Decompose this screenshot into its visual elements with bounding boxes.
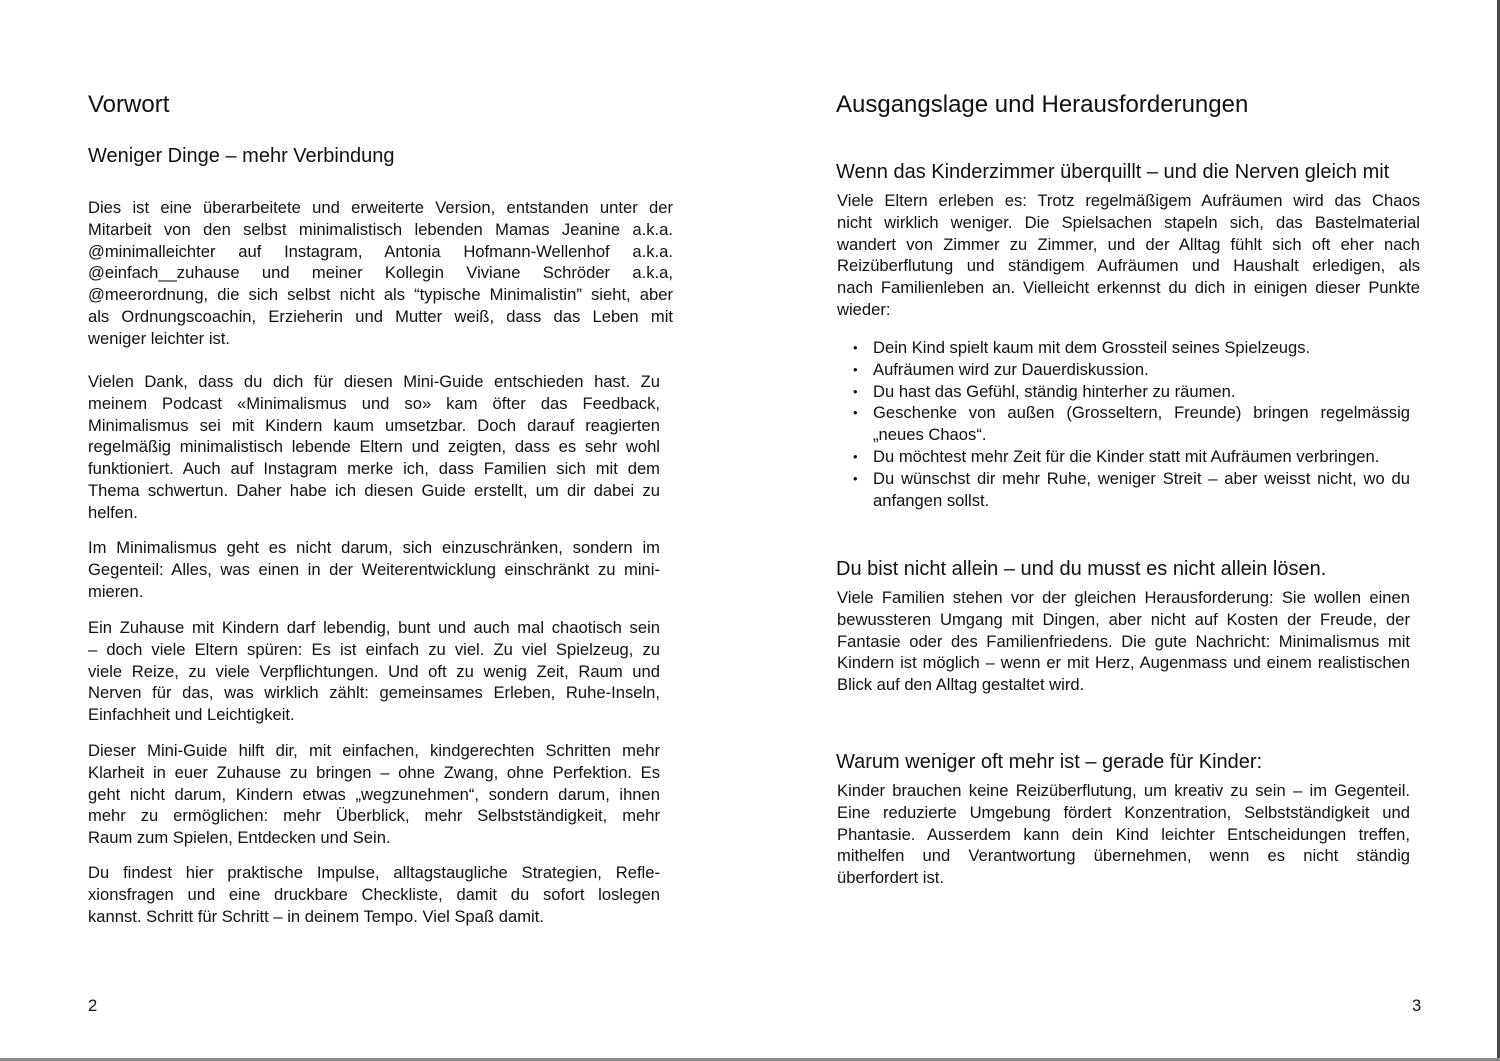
bullet-icon: • (853, 405, 858, 421)
text-line: wandert von Zimmer zu Zimmer, und der Alltag fühlt sich oft eher nach (837, 234, 1420, 254)
text-line: nicht wirklich weniger. Die Spielsachen stapeln sich, das Bastelmaterial (837, 212, 1420, 232)
text-line: Kinder brauchen keine Reizüberflutung, um kreativ zu sein – im Gegenteil. (837, 781, 1410, 800)
text-line: Minimalismus sei mit Kindern kaum umsetzbar. Doch darauf reagierten (88, 415, 660, 435)
text-line: meinem Podcast «Minimalismus und so» kam öfter das Feedback, (88, 393, 660, 413)
bullet-item (837, 446, 1410, 468)
bullet-list (837, 337, 1410, 511)
bullet-text: Geschenke von außen (Grosseltern, Freunde) bringen regelmässig (873, 403, 1410, 423)
text-line: Vielen Dank, dass du dich für diesen Mini-Guide entschieden hast. Zu (88, 372, 660, 391)
section-heading: Warum weniger oft mehr ist – gerade für Kinder: (836, 751, 1263, 773)
text-line: Ein Zuhause mit Kindern darf lebendig, bunt und auch mal chaotisch sein (88, 618, 660, 637)
paragraph (837, 780, 1410, 889)
text-line: @meerordnung, die sich selbst nicht als “typische Minimalistin” sieht, aber (88, 285, 673, 305)
page-number: 3 (1412, 996, 1422, 1015)
text-line: Nerven für das, was wirklich zählt: gemeinsames Erleben, Ruhe-Inseln, (88, 683, 660, 703)
bullet-icon: • (853, 340, 858, 355)
text-line: viele Reize, zu viele Verpflichtungen. Und oft zu wenig Zeit, Raum und (88, 661, 660, 681)
text-line: Dieser Mini-Guide hilft dir, mit einfachen, kindgerechten Schritten mehr (88, 741, 660, 760)
paragraph (837, 190, 1420, 321)
text-line: mithelfen und Verantwortung übernehmen, wenn es nicht ständig (837, 846, 1410, 866)
bullet-item (837, 337, 1410, 359)
text-line: Dies ist eine überarbeitete und erweiterte Version, entstanden unter der (88, 198, 673, 217)
paragraph (88, 862, 660, 927)
bullet-icon: • (853, 361, 858, 377)
text-line: Viele Familien stehen vor der gleichen Herausforderung: Sie wollen einen (837, 588, 1410, 607)
bullet-text: Du hast das Gefühl, ständig hinterher zu räumen. (873, 381, 1236, 401)
text-line: Reizüberflutung und ständigem Aufräumen und Haushalt erledigen, als (837, 256, 1420, 276)
bullet-icon: • (853, 448, 858, 464)
text-line: Klarheit in euer Zuhause zu bringen – ohne Zwang, ohne Perfektion. Es (88, 762, 660, 782)
text-line: regelmäßig minimalistisch lebende Eltern und zeigten, dass es sehr wohl (88, 437, 660, 457)
text-line: helfen. (88, 502, 138, 522)
text-line: Viele Eltern erleben es: Trotz regelmäßigem Aufräumen wird das Chaos (837, 191, 1420, 210)
bullet-text: Aufräumen wird zur Dauerdiskussion. (873, 359, 1149, 379)
bullet-text: Du möchtest mehr Zeit für die Kinder statt mit Aufräumen verbringen. (873, 446, 1380, 466)
text-line: kannst. Schritt für Schritt – in deinem Tempo. Viel Spaß damit. (88, 906, 544, 926)
section-heading: Du bist nicht allein – und du musst es nicht allein lösen. (836, 558, 1327, 580)
bullet-text: „neues Chaos“. (873, 425, 987, 445)
text-line: Eine reduzierte Umgebung fördert Konzentration, Selbstständigkeit und (837, 802, 1410, 822)
page-subtitle: Weniger Dinge – mehr Verbindung (88, 145, 395, 167)
text-line: Fantasie oder des Familienfriedens. Die gute Nachricht: Minimalismus mit (837, 631, 1410, 651)
text-line: xionsfragen und eine druckbare Checkliste, damit du sofort loslegen (88, 884, 660, 904)
text-line: als Ordnungscoachin, Erzieherin und Mutter weiß, dass das Leben mit (88, 306, 673, 326)
text-line: geht nicht darum, Kindern etwas „wegzunehmen“, sondern darum, ihnen (88, 784, 660, 804)
paragraph (88, 617, 660, 726)
text-line: Einfachheit und Leichtigkeit. (88, 705, 295, 725)
bullet-item (837, 381, 1410, 403)
text-line: mieren. (88, 581, 144, 601)
text-line: weniger leichter ist. (88, 328, 231, 348)
text-line: Im Minimalismus geht es nicht darum, sich einzuschränken, sondern im (88, 538, 660, 557)
page-title: Vorwort (88, 91, 170, 118)
text-line: Thema schwertun. Daher habe ich diesen Guide erstellt, um dir dabei zu (88, 480, 660, 500)
text-line: nach Familienleben an. Vielleicht erkennst du dich in einigen dieser Punkte (837, 278, 1420, 298)
paragraph (88, 740, 660, 849)
text-line: @einfach__zuhause und meiner Kollegin Viviane Schröder a.k.a, (88, 263, 673, 283)
text-line: Blick auf den Alltag gestaltet wird. (837, 675, 1085, 695)
bullet-text: Dein Kind spielt kaum mit dem Grossteil seines Spielzeugs. (873, 338, 1311, 357)
text-line: funktioniert. Auch auf Instagram merke ich, dass Familien sich mit dem (88, 459, 660, 479)
bullet-item (837, 359, 1410, 381)
text-line: Kindern ist möglich – wenn er mit Herz, Augenmass und einem realistischen (837, 653, 1410, 673)
bullet-item (837, 402, 1410, 446)
paragraph (88, 197, 673, 350)
paragraph (88, 537, 660, 602)
text-line: Raum zum Spielen, Entdecken und Sein. (88, 828, 391, 848)
text-line: mehr zu ermöglichen: mehr Überblick, mehr Selbstständigkeit, mehr (88, 806, 660, 826)
section-heading: Wenn das Kinderzimmer überquillt – und die Nerven gleich mit (836, 161, 1390, 183)
bullet-text: Du wünschst dir mehr Ruhe, weniger Streit – aber weisst nicht, wo du (873, 468, 1410, 488)
text-line: Mitarbeit von den selbst minimalistisch lebenden Mamas Jeanine a.k.a. (88, 219, 673, 239)
text-line: wieder: (837, 299, 891, 319)
text-line: Du findest hier praktische Impulse, alltagstaugliche Strategien, Refle- (88, 863, 660, 882)
text-line: Phantasie. Ausserdem kann dein Kind leichter Entscheidungen treffen, (837, 824, 1410, 844)
bullet-icon: • (853, 383, 858, 399)
text-line: überfordert ist. (837, 868, 944, 888)
text-line: – doch viele Eltern spüren: Es ist einfach zu viel. Zu viel Spielzeug, zu (88, 639, 660, 659)
bullet-icon: • (853, 470, 858, 486)
bullet-item (837, 468, 1410, 512)
page-right (750, 0, 1497, 1058)
page-number: 2 (88, 996, 98, 1015)
paragraph (837, 587, 1410, 696)
text-line: @minimalleichter auf Instagram, Antonia Hofmann-Wellenhof a.k.a. (88, 241, 673, 261)
text-line: Gegenteil: Alles, was einen in der Weiterentwicklung einschränkt zu mini- (88, 559, 660, 579)
page-left (0, 0, 750, 1058)
bullet-text: anfangen sollst. (873, 490, 990, 510)
paragraph (88, 371, 660, 524)
page-title: Ausgangslage und Herausforderungen (836, 91, 1249, 118)
text-line: bewussteren Umgang mit Dingen, aber nicht auf Kosten der Freude, der (837, 609, 1410, 629)
